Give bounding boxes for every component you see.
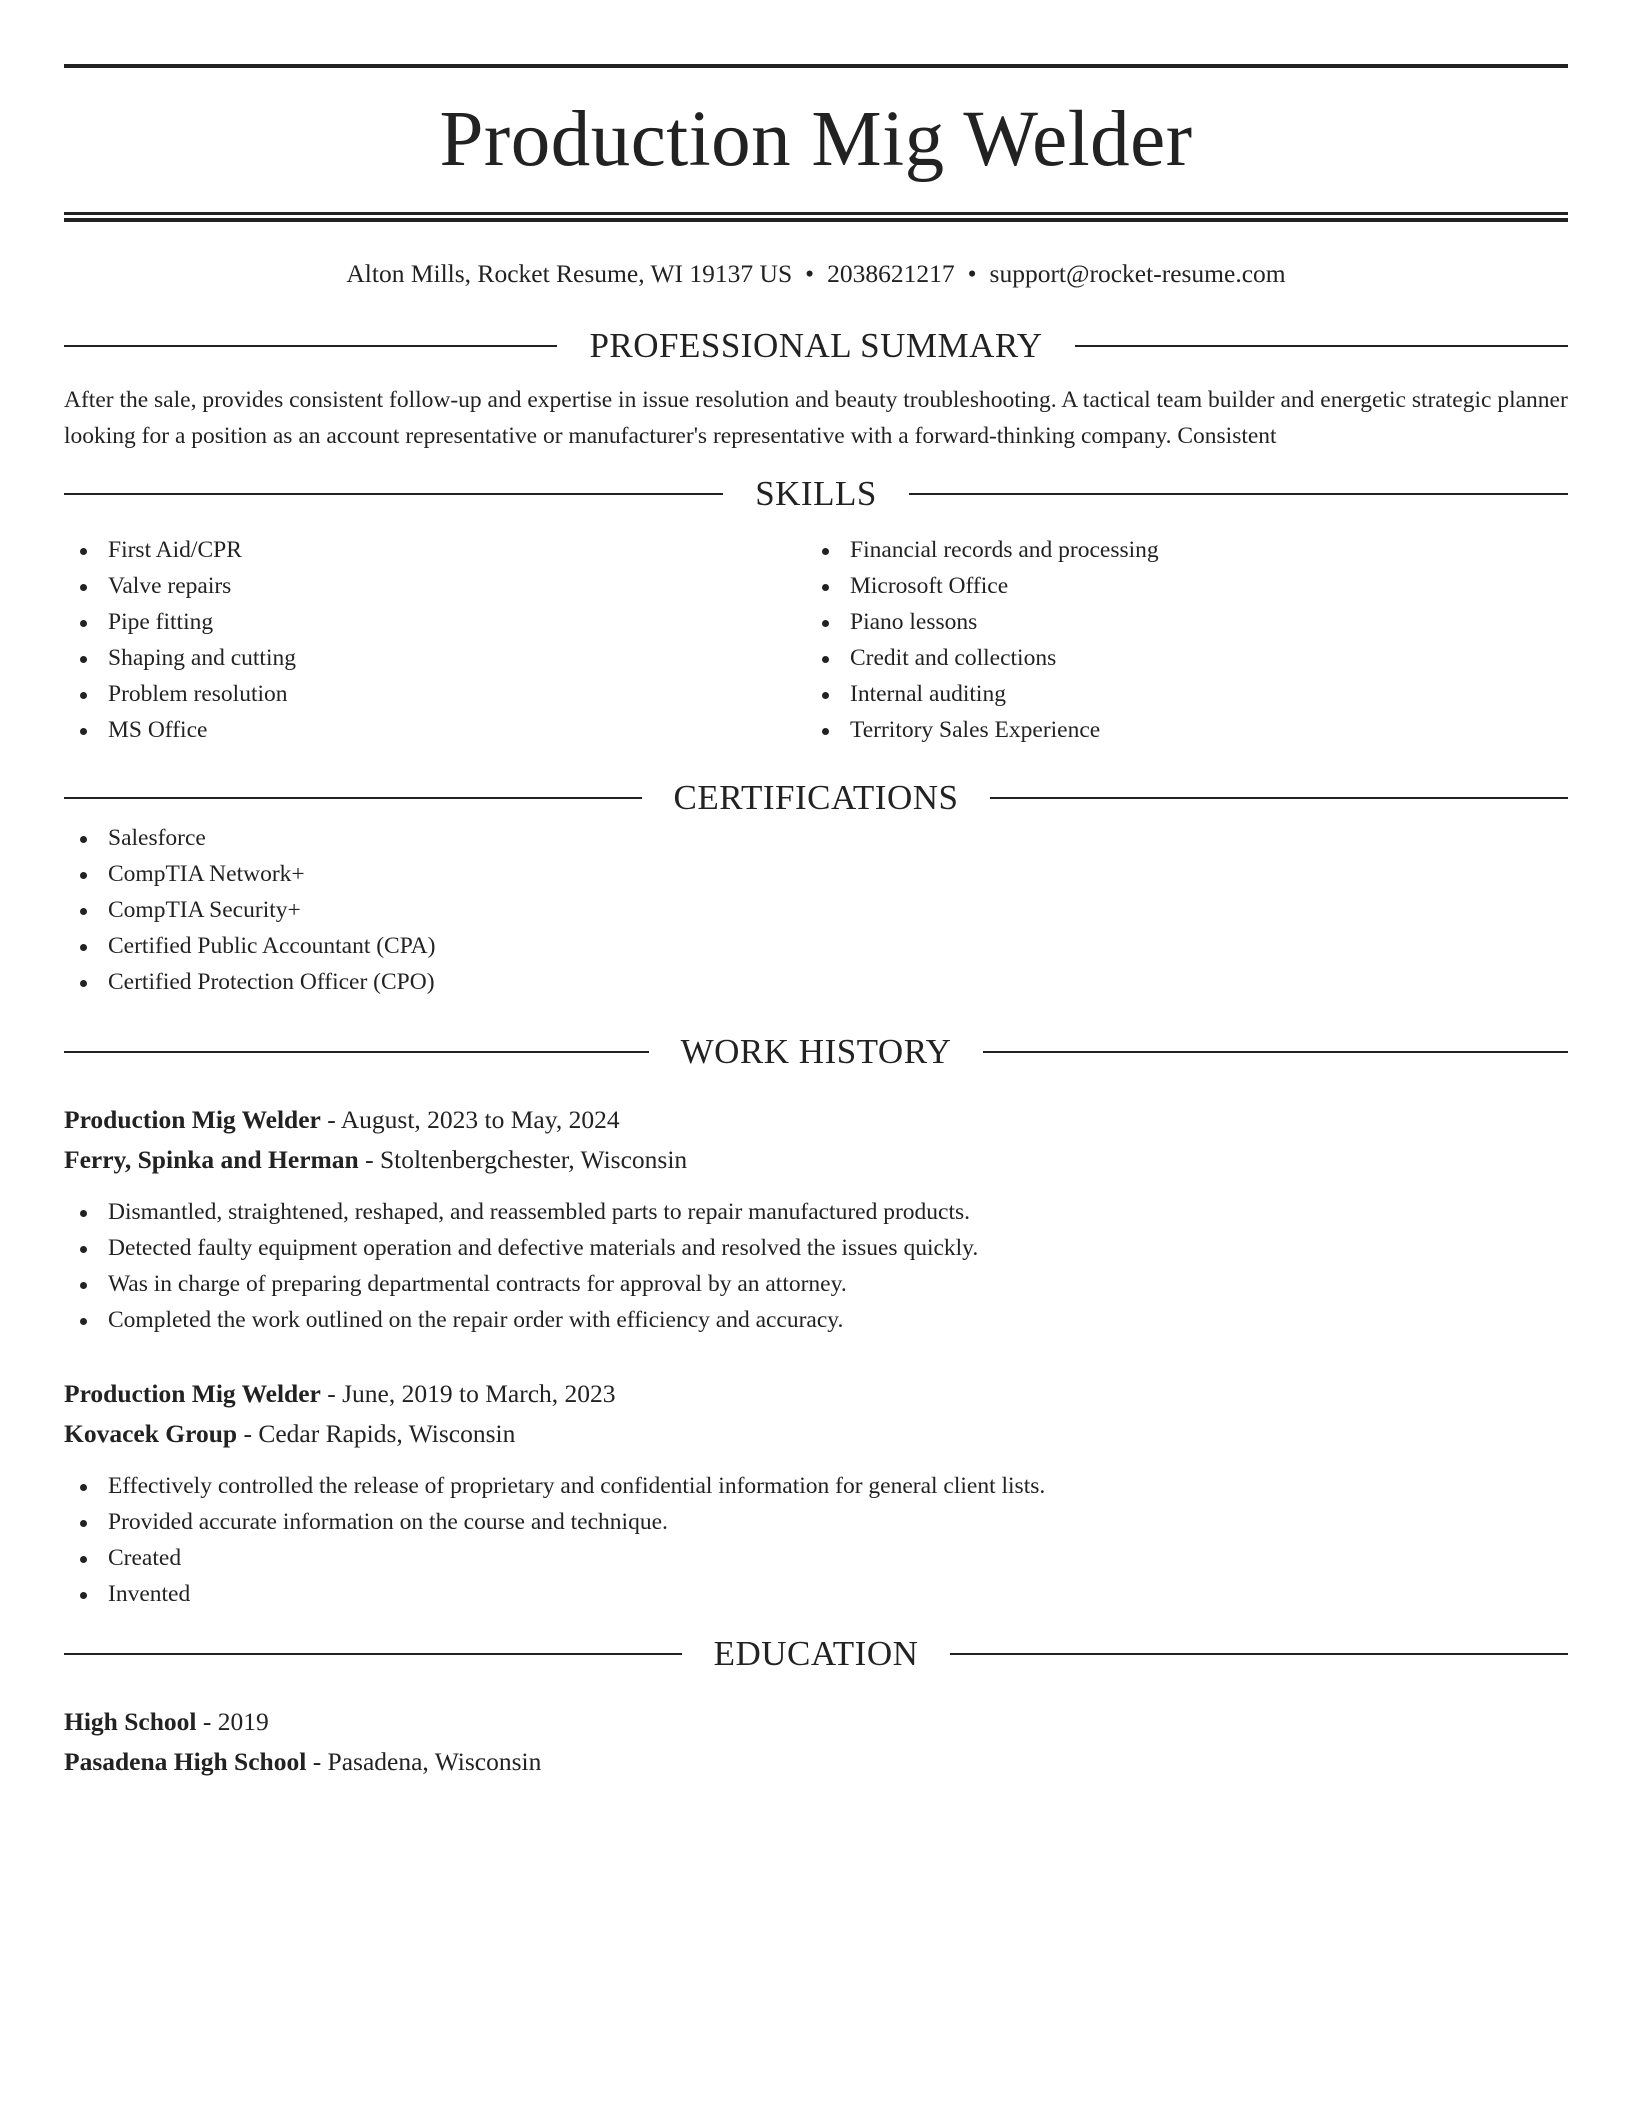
education-degree-line [64, 1702, 1568, 1742]
education-entry [64, 1702, 1568, 1782]
certification-item: CompTIA Network+ [64, 856, 1568, 892]
contact-address: Alton Mills, Rocket Resume, WI 19137 US [346, 259, 793, 288]
education-school-line [64, 1742, 1568, 1782]
contact-line [64, 258, 1568, 290]
certification-item: Certified Public Accountant (CPA) [64, 928, 1568, 964]
skill-item: Microsoft Office [806, 568, 1548, 604]
job-title-line [64, 1100, 1568, 1140]
contact-separator: • [805, 259, 815, 288]
divider-line [1075, 345, 1568, 347]
education-school: Pasadena High School [64, 1747, 307, 1776]
divider-line [909, 493, 1568, 495]
divider-line [64, 1051, 649, 1053]
skills-list-left [64, 532, 806, 748]
divider-line [950, 1653, 1568, 1655]
job-location: - Cedar Rapids, Wisconsin [237, 1419, 516, 1448]
certification-item: Certified Protection Officer (CPO) [64, 964, 1568, 1000]
section-header-education [64, 1632, 1568, 1676]
job-duty: Effectively controlled the release of proprietary and confidential information for general client lists. [64, 1468, 1568, 1504]
skill-item: Piano lessons [806, 604, 1548, 640]
job-entry [64, 1374, 1568, 1612]
education-degree: High School [64, 1707, 197, 1736]
job-company-line [64, 1140, 1568, 1180]
section-header-summary [64, 324, 1568, 368]
skills-columns [64, 532, 1568, 748]
skill-item: Credit and collections [806, 640, 1548, 676]
section-title-summary: PROFESSIONAL SUMMARY [589, 326, 1043, 365]
divider-line [64, 797, 642, 799]
skills-list-right [806, 532, 1548, 748]
skill-item: Internal auditing [806, 676, 1548, 712]
certification-item: Salesforce [64, 820, 1568, 856]
job-company: Ferry, Spinka and Herman [64, 1145, 359, 1174]
resume-title: Production Mig Welder [439, 96, 1193, 183]
job-title-line [64, 1374, 1568, 1414]
job-title: Production Mig Welder [64, 1379, 321, 1408]
divider-line [64, 1653, 682, 1655]
section-header-skills [64, 472, 1568, 516]
section-title-education: EDUCATION [713, 1634, 919, 1673]
job-dates: - June, 2019 to March, 2023 [320, 1379, 616, 1408]
skill-item: First Aid/CPR [64, 532, 806, 568]
certifications-list [64, 820, 1568, 1000]
job-duties-list [64, 1468, 1568, 1612]
job-duty: Completed the work outlined on the repair order with efficiency and accuracy. [64, 1302, 1568, 1338]
summary-text: After the sale, provides consistent follow-up and expertise in issue resolution and beauty troubleshooting. A tactical team builder and energetic strategic planner looking for a position as an account representative or manufacturer's representative with a forward-thinking company. Consistent [64, 387, 1568, 449]
skill-item: Territory Sales Experience [806, 712, 1548, 748]
section-title-work-history: WORK HISTORY [680, 1032, 952, 1071]
title-double-rule [64, 212, 1568, 222]
certification-item: CompTIA Security+ [64, 892, 1568, 928]
divider-line [990, 797, 1568, 799]
section-header-certifications [64, 776, 1568, 820]
education-year: - 2019 [196, 1707, 269, 1736]
job-duty: Was in charge of preparing departmental contracts for approval by an attorney. [64, 1266, 1568, 1302]
job-entry [64, 1100, 1568, 1338]
divider-line [64, 345, 557, 347]
job-duty: Dismantled, straightened, reshaped, and reassembled parts to repair manufactured products. [64, 1194, 1568, 1230]
job-location: - Stoltenbergchester, Wisconsin [358, 1145, 688, 1174]
skill-item: Valve repairs [64, 568, 806, 604]
job-duty: Created [64, 1540, 1568, 1576]
resume-page [64, 64, 1568, 1782]
section-title-certifications: CERTIFICATIONS [673, 778, 959, 817]
job-company-line [64, 1414, 1568, 1454]
section-header-work-history [64, 1030, 1568, 1074]
job-duties-list [64, 1194, 1568, 1338]
skill-item: Financial records and processing [806, 532, 1548, 568]
divider-line [983, 1051, 1568, 1053]
job-duty: Invented [64, 1576, 1568, 1612]
skill-item: Shaping and cutting [64, 640, 806, 676]
divider-line [64, 493, 723, 495]
contact-email: support@rocket-resume.com [989, 259, 1286, 288]
job-company: Kovacek Group [64, 1419, 238, 1448]
skill-item: MS Office [64, 712, 806, 748]
skill-item: Problem resolution [64, 676, 806, 712]
job-duty: Provided accurate information on the course and technique. [64, 1504, 1568, 1540]
contact-phone: 2038621217 [827, 259, 955, 288]
job-title: Production Mig Welder [64, 1105, 321, 1134]
job-dates: - August, 2023 to May, 2024 [320, 1105, 620, 1134]
education-location: - Pasadena, Wisconsin [306, 1747, 542, 1776]
skill-item: Pipe fitting [64, 604, 806, 640]
job-duty: Detected faulty equipment operation and defective materials and resolved the issues quickly. [64, 1230, 1568, 1266]
contact-separator: • [967, 259, 977, 288]
section-title-skills: SKILLS [755, 474, 877, 513]
